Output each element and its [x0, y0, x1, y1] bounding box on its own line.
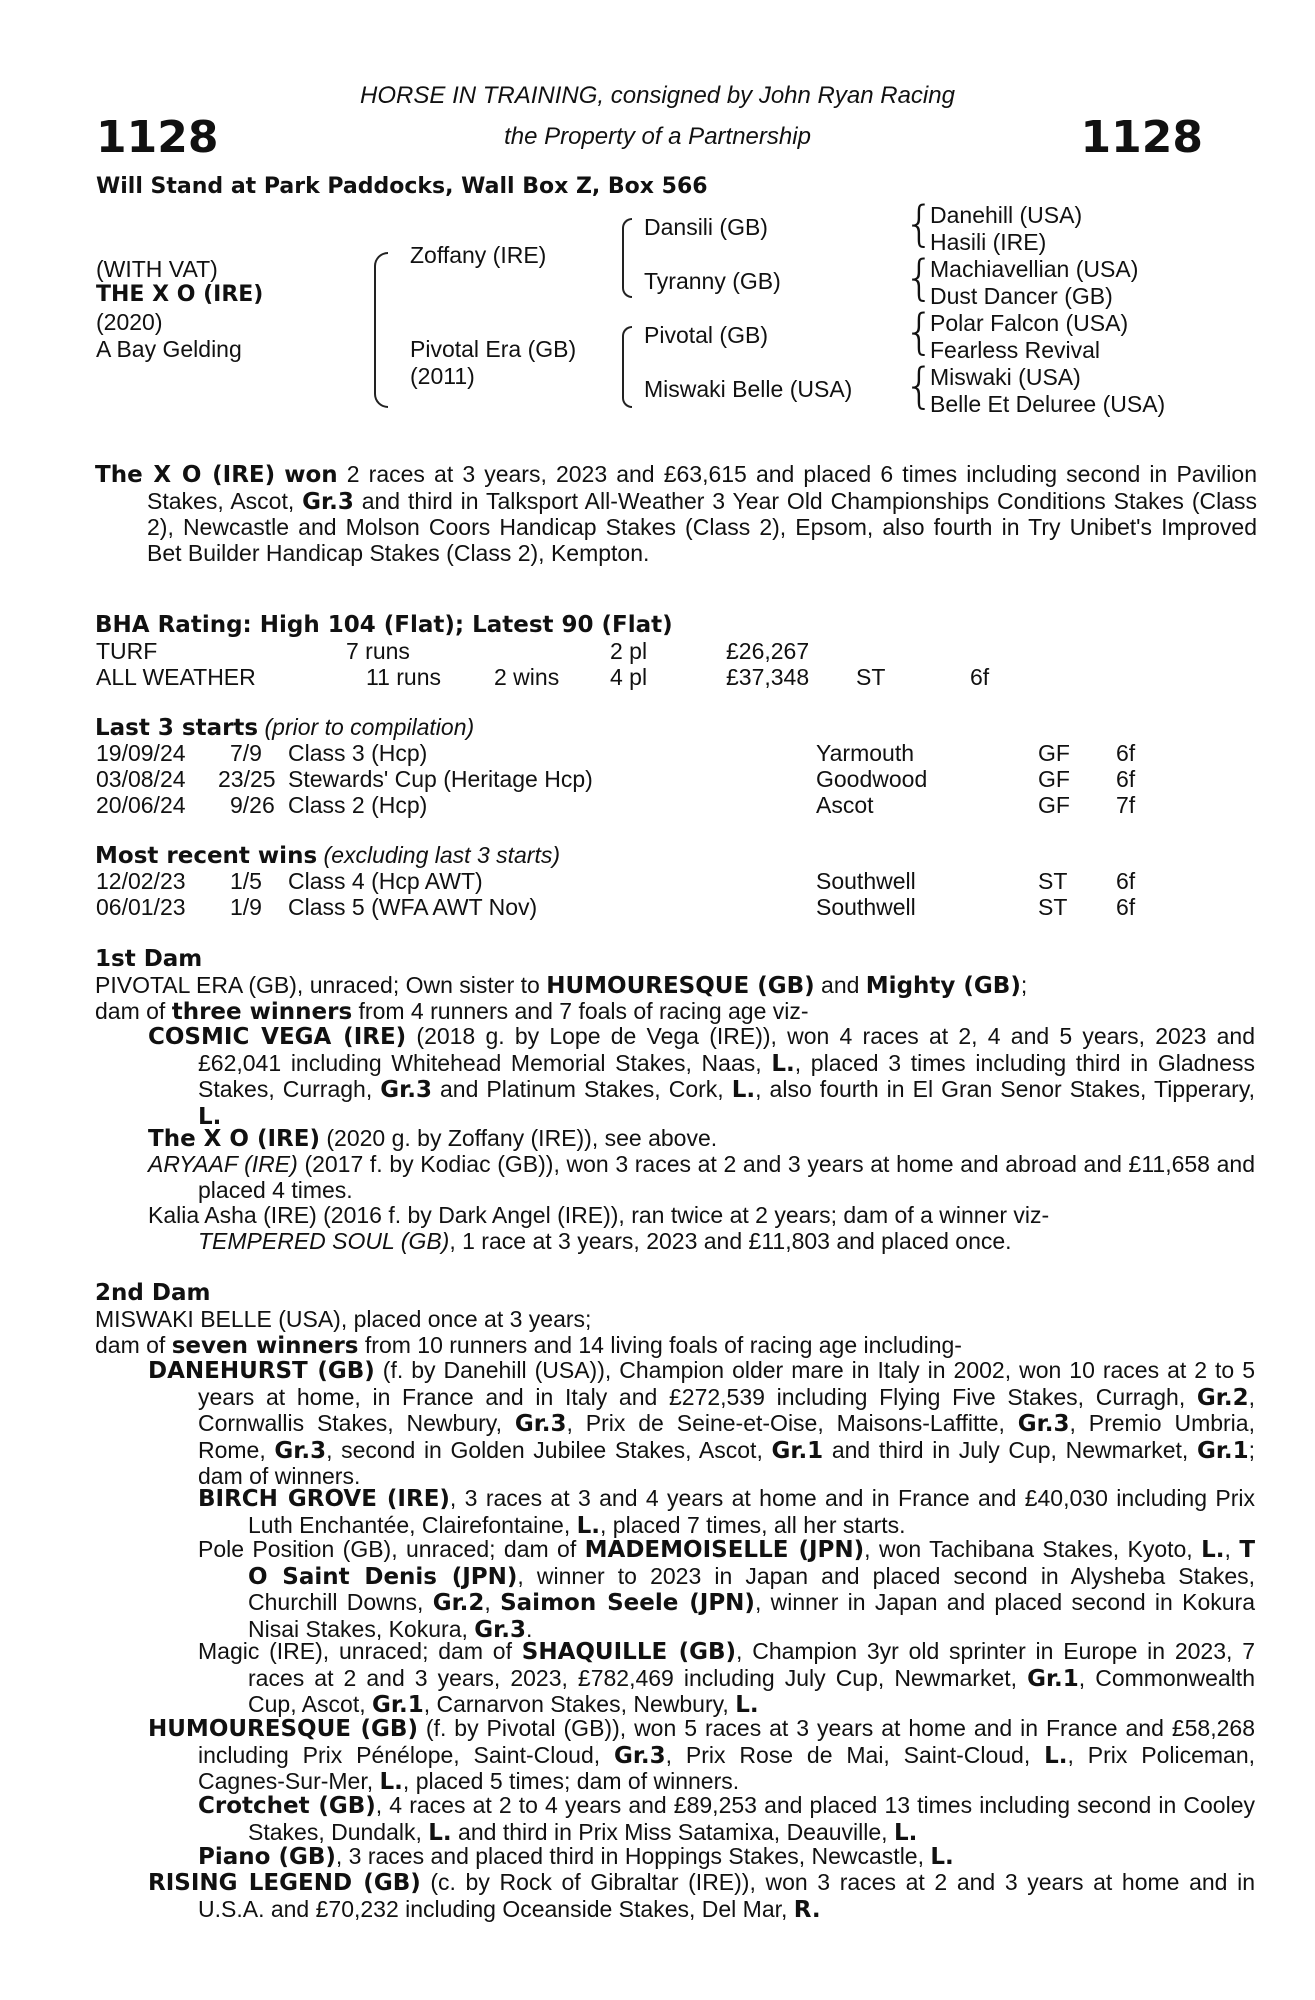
section-title: Most recent wins: [95, 843, 318, 869]
horse-name: THE X O (IRE): [96, 282, 264, 307]
last-starts-title: [95, 714, 474, 741]
section-note: (prior to compilation): [258, 714, 475, 740]
produce-birch-grove: [198, 1486, 1255, 1539]
horse-description: A Bay Gelding: [96, 336, 242, 362]
rating-runs: 11 runs: [366, 664, 442, 690]
text: ; dam of winners.: [198, 1436, 1256, 1489]
text: , winner to 2023 in Japan and placed second in Alysheba Stakes, Churchill Downs,: [248, 1562, 1255, 1615]
grade-label: Gr.1: [372, 1692, 424, 1718]
winner-count: three winners: [171, 999, 353, 1025]
produce-the-x-o: [148, 1126, 1255, 1153]
start-position: 7/9: [230, 740, 262, 766]
grade-label: L.: [893, 1819, 918, 1846]
produce-rising-legend: [148, 1870, 1255, 1923]
text: ;: [1020, 972, 1028, 998]
pedigree-main-bracket: [374, 252, 388, 408]
produce-aryaaf: [148, 1152, 1255, 1203]
produce-pole-position: [198, 1537, 1255, 1643]
grade-label: Gr.1: [1027, 1665, 1079, 1692]
summary-text: 2 races at 3 years, 2023 and £63,615 and placed 6 times including second in Pavilion Stakes, Ascot,: [147, 461, 1257, 514]
consignor-line: HORSE IN TRAINING, consigned by John Ryan Racing: [360, 82, 955, 109]
text: , Champion 3yr old sprinter in Europe in 2023, 7 races at 2 and 3 years, 2023, £782,469 including July Cup, Newmarket,: [248, 1638, 1255, 1691]
g3-dds: Miswaki (USA): [930, 364, 1081, 390]
start-date: 03/08/24: [96, 766, 186, 792]
grade-label: L.: [379, 1769, 403, 1795]
start-distance: 6f: [1116, 766, 1136, 792]
start-date: 19/09/24: [96, 740, 186, 766]
horse-ref: T O Saint Denis (JPN): [248, 1537, 1256, 1590]
text: (f. by Pivotal (GB)), won 5 races at 3 years at home and in France and £58,268 including Prix Pénélope, Saint-Cloud,: [198, 1715, 1255, 1768]
text: , 3 races at 3 and 4 years at home and in France and £40,030 including Prix Luth Enchantée, Clairefontaine,: [248, 1485, 1255, 1538]
grade-label: Gr.3: [474, 1616, 526, 1643]
horse-year: (2020): [96, 309, 163, 335]
text: , placed 7 times, all her starts.: [600, 1511, 906, 1538]
start-position: 9/26: [230, 792, 275, 818]
dam-dam: Miswaki Belle (USA): [644, 376, 853, 402]
text: , winner in Japan and placed second in Kokura Nisai Stakes, Kokura,: [248, 1589, 1255, 1642]
horse-ref: Mighty (GB): [865, 973, 1021, 999]
dam-sire: Pivotal (GB): [644, 322, 768, 348]
text: (2018 g. by Lope de Vega (IRE)), won 4 races at 2, 4 and 5 years, 2023 and £62,041 including Whitehead Memorial Stakes, Naas,: [198, 1023, 1255, 1076]
text: , Cornwallis Stakes, Newbury,: [198, 1383, 1255, 1436]
produce-piano: [198, 1844, 1255, 1871]
text: from 10 runners and 14 living foals of racing age including-: [358, 1332, 962, 1358]
pedigree-sire-bracket: [622, 218, 632, 298]
grade-label: L.: [930, 1844, 954, 1870]
start-going: GF: [1038, 740, 1070, 766]
grade-label: Gr.3: [514, 1411, 567, 1437]
text: , placed 3 times including third in Gladness Stakes, Curragh,: [198, 1049, 1255, 1102]
g3-sds: Machiavellian (USA): [930, 256, 1139, 282]
win-going: ST: [1038, 868, 1068, 894]
grade-label: L.: [198, 1103, 222, 1130]
vat-note: (WITH VAT): [96, 256, 218, 282]
text: , Prix Policeman, Cagnes-Sur-Mer,: [198, 1741, 1256, 1794]
property-line: the Property of a Partnership: [504, 123, 811, 150]
produce-humouresque: [148, 1716, 1255, 1796]
grade-label: L.: [428, 1819, 452, 1846]
start-position: 23/25: [218, 766, 276, 792]
text: PIVOTAL ERA (GB), unraced; Own sister to: [95, 972, 547, 998]
grade-label: Gr.1: [771, 1437, 824, 1464]
grade-label: Gr.3: [274, 1437, 327, 1464]
text: (f. by Danehill (USA)), Champion older mare in Italy in 2002, won 10 races at 2 to 5 years at home, in France and in Italy and £272,539 including Flying Five Stakes, Curragh,: [198, 1357, 1256, 1410]
win-going: ST: [1038, 894, 1068, 920]
winner-count: seven winners: [171, 1333, 359, 1359]
grade-label: Gr.1: [1196, 1437, 1249, 1464]
horse-ref: Crotchet (GB): [198, 1793, 376, 1819]
rating-prize: £37,348: [726, 664, 810, 690]
text: , also fourth in El Gran Senor Stakes, Tipperary,: [755, 1076, 1256, 1102]
text: , Commonwealth Cup, Ascot,: [248, 1664, 1255, 1717]
text: from 4 runners and 7 foals of racing age viz-: [352, 998, 809, 1024]
start-going: GF: [1038, 792, 1070, 818]
win-date: 06/01/23: [96, 894, 186, 920]
text: and third in Prix Miss Satamixa, Deauville,: [451, 1818, 894, 1845]
first-dam-title: 1st Dam: [95, 946, 203, 972]
start-race: Class 3 (Hcp): [288, 740, 428, 766]
start-course: Goodwood: [816, 766, 928, 792]
win-distance: 6f: [1116, 868, 1136, 894]
win-course: Southwell: [816, 868, 916, 894]
first-dam-produce-line: [95, 998, 809, 1025]
horse-ref: RISING LEGEND (GB): [148, 1870, 421, 1896]
produce-tempered-soul: [198, 1229, 1255, 1255]
horse-ref: COSMIC VEGA (IRE): [148, 1024, 407, 1050]
text: .: [525, 1615, 533, 1642]
rating-wins: 2 wins: [494, 664, 560, 690]
brace-icon: {: [904, 358, 935, 414]
produce-cosmic-vega: [148, 1024, 1255, 1130]
horse-ref: Saimon Seele (JPN): [500, 1590, 755, 1616]
text: (2020 g. by Zoffany (IRE)), see above.: [319, 1125, 718, 1151]
horse-ref: DANEHURST (GB): [148, 1358, 375, 1384]
text: and Platinum Stakes, Cork,: [431, 1076, 732, 1102]
text: (c. by Rock of Gibraltar (IRE)), won 3 races at 2 and 3 years at home and in U.S.A. and £70,232 including Oceanside Stakes, Del Mar,: [198, 1869, 1255, 1922]
grade-label: L.: [731, 1077, 756, 1103]
lot-number-right: 1128: [1080, 112, 1203, 163]
rating-surface: ALL WEATHER: [96, 664, 256, 690]
horse-ref: TEMPERED SOUL (GB): [198, 1228, 450, 1254]
bha-rating-title: BHA Rating: High 104 (Flat); Latest 90 (Flat): [95, 612, 673, 638]
grade-label: L.: [771, 1050, 795, 1077]
win-course: Southwell: [816, 894, 916, 920]
start-distance: 7f: [1116, 792, 1136, 818]
g3-sss: Danehill (USA): [930, 202, 1083, 228]
text: Kalia Asha (IRE) (2016 f. by Dark Angel (IRE)), ran twice at 2 years; dam of a winner viz-: [148, 1202, 1050, 1228]
g3-ssd: Hasili (IRE): [930, 229, 1047, 255]
produce-magic: [198, 1639, 1255, 1719]
grade-label: L.: [1044, 1742, 1068, 1769]
start-race: Class 2 (Hcp): [288, 792, 428, 818]
text: , Carnarvon Stakes, Newbury,: [423, 1691, 736, 1717]
second-dam-title: 2nd Dam: [95, 1280, 211, 1306]
start-course: Yarmouth: [816, 740, 915, 766]
second-dam-line: MISWAKI BELLE (USA), placed once at 3 years;: [95, 1306, 592, 1332]
text: Magic (IRE), unraced; dam of: [198, 1638, 522, 1664]
text: , 1 race at 3 years, 2023 and £11,803 and placed once.: [449, 1228, 1012, 1254]
start-course: Ascot: [816, 792, 874, 818]
start-date: 20/06/24: [96, 792, 186, 818]
text: , Prix Rose de Mai, Saint-Cloud,: [665, 1741, 1045, 1768]
sire-dam: Tyranny (GB): [644, 268, 781, 294]
grade-label: R.: [793, 1896, 821, 1923]
text: , 3 races and placed third in Hoppings Stakes, Newcastle,: [335, 1843, 931, 1869]
grade-label: Gr.2: [432, 1590, 485, 1616]
win-distance: 6f: [1116, 894, 1136, 920]
stand-location: Will Stand at Park Paddocks, Wall Box Z, Box 566: [96, 174, 708, 199]
rating-prize: £26,267: [726, 638, 810, 664]
g3-dss: Polar Falcon (USA): [930, 310, 1129, 336]
race-summary: [95, 462, 1257, 566]
brace-icon: {: [904, 304, 935, 360]
horse-ref: BIRCH GROVE (IRE): [198, 1486, 450, 1512]
text: ,: [1224, 1536, 1240, 1562]
sire-name: Zoffany (IRE): [410, 242, 547, 268]
text: (2017 f. by Kodiac (GB)), won 3 races at 2 and 3 years at home and abroad and £11,658 and placed 4 times.: [198, 1151, 1255, 1203]
start-distance: 6f: [1116, 740, 1136, 766]
g3-sdd: Dust Dancer (GB): [930, 283, 1113, 309]
brace-icon: {: [904, 196, 935, 252]
grade-label: Gr.3: [1017, 1411, 1070, 1437]
first-dam-line: [95, 972, 1027, 999]
brace-icon: {: [904, 250, 935, 306]
horse-ref: Piano (GB): [198, 1844, 336, 1870]
sire-sire: Dansili (GB): [644, 214, 768, 240]
text: and third in July Cup, Newmarket,: [823, 1436, 1197, 1463]
text: dam of: [95, 998, 172, 1024]
win-race: Class 4 (Hcp AWT): [288, 868, 483, 894]
start-race: Stewards' Cup (Heritage Hcp): [288, 766, 593, 792]
dam-name: Pivotal Era (GB): [410, 336, 577, 362]
summary-horse-name: The X O (IRE): [95, 462, 276, 488]
win-position: 1/9: [230, 894, 262, 920]
g3-ddd: Belle Et Deluree (USA): [930, 391, 1166, 417]
horse-ref: MADEMOISELLE (JPN): [584, 1537, 865, 1563]
text: , 4 races at 2 to 4 years and £89,253 and placed 13 times including second in Cooley Stakes, Dundalk,: [248, 1792, 1255, 1845]
rating-placed: 4 pl: [610, 664, 648, 690]
text: , won Tachibana Stakes, Kyoto,: [864, 1536, 1202, 1562]
horse-ref: The X O (IRE): [148, 1126, 320, 1152]
grade-label: Gr.3: [380, 1077, 432, 1103]
section-title: Last 3 starts: [95, 715, 259, 741]
text: , Premio Umbria, Rome,: [198, 1410, 1255, 1463]
grade-label: L.: [576, 1512, 601, 1539]
text: ,: [484, 1589, 501, 1615]
summary-won: won: [284, 462, 338, 488]
horse-ref: HUMOURESQUE (GB): [148, 1716, 418, 1742]
summary-text: and third in Talksport All-Weather 3 Year Old Championships Conditions Stakes (Class 2), Newcastle and Molson Coors Handicap Stakes (Class 2), Epsom, also fourth in Try Unibet's Improved Bet Builder Handicap Stakes (Class 2), Kempton.: [147, 487, 1257, 566]
win-date: 12/02/23: [96, 868, 186, 894]
text: dam of: [95, 1332, 172, 1358]
text: , second in Golden Jubilee Stakes, Ascot,: [326, 1436, 772, 1463]
horse-ref: HUMOURESQUE (GB): [546, 973, 815, 999]
text: Pole Position (GB), unraced; dam of: [198, 1536, 585, 1562]
lot-number-left: 1128: [96, 112, 219, 163]
grade-label: Gr.3: [302, 488, 354, 515]
rating-going: ST: [856, 664, 886, 690]
rating-surface: TURF: [96, 638, 158, 664]
produce-crotchet: [198, 1793, 1255, 1846]
recent-wins-title: [95, 842, 560, 869]
grade-label: Gr.2: [1196, 1384, 1249, 1411]
pedigree-dam-bracket: [622, 326, 632, 408]
grade-label: L.: [1201, 1537, 1225, 1563]
produce-danehurst: [148, 1358, 1255, 1490]
dam-year: (2011): [410, 363, 475, 389]
produce-kalia-asha: [148, 1203, 1255, 1229]
second-dam-produce-line: [95, 1332, 962, 1359]
grade-label: L.: [735, 1692, 759, 1718]
rating-runs: 7 runs: [346, 638, 410, 664]
text: and: [814, 972, 866, 998]
text: , Prix de Seine-et-Oise, Maisons-Laffitte,: [566, 1410, 1018, 1436]
rating-distance: 6f: [970, 664, 990, 690]
rating-placed: 2 pl: [610, 638, 648, 664]
section-note: (excluding last 3 starts): [317, 842, 561, 868]
horse-ref: ARYAAF (IRE): [148, 1151, 298, 1177]
win-race: Class 5 (WFA AWT Nov): [288, 894, 538, 920]
horse-ref: SHAQUILLE (GB): [521, 1639, 737, 1665]
win-position: 1/5: [230, 868, 262, 894]
grade-label: Gr.3: [613, 1742, 666, 1769]
text: , placed 5 times; dam of winners.: [402, 1768, 740, 1794]
start-going: GF: [1038, 766, 1070, 792]
g3-dsd: Fearless Revival: [930, 337, 1100, 363]
